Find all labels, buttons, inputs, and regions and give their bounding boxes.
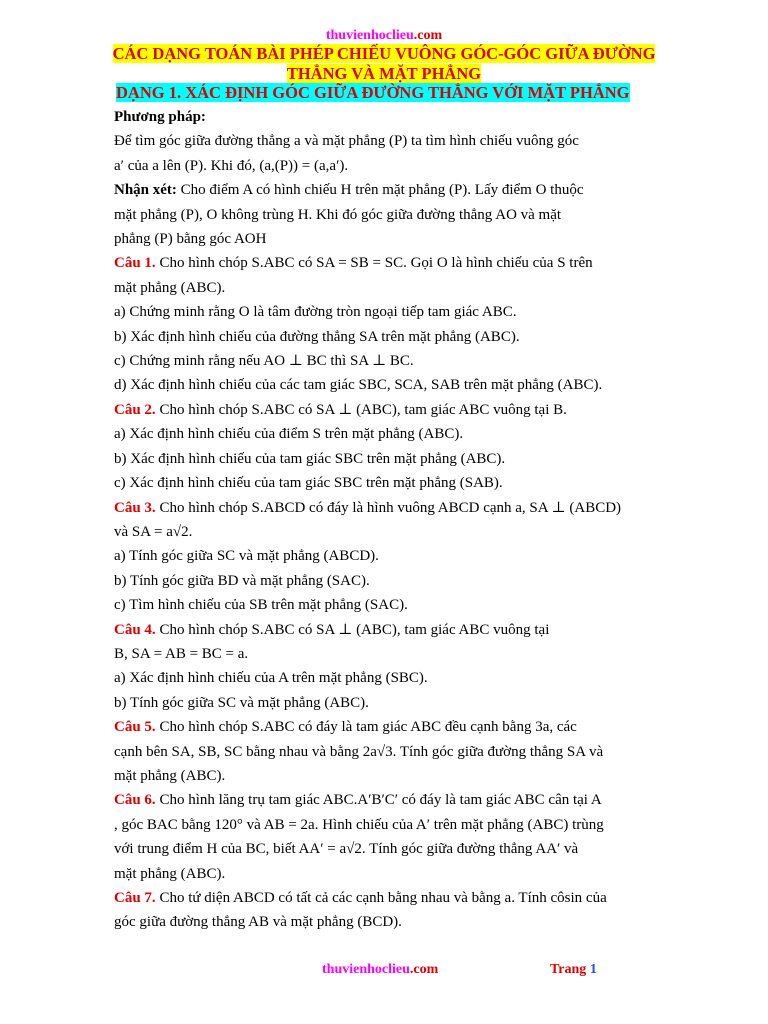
- page-number: Trang 1: [550, 962, 597, 977]
- text-line: Nhận xét: Cho điểm A có hình chiếu H trên mặt phẳng (P). Lấy điểm O thuộc: [114, 182, 584, 199]
- text-line: c) Xác định hình chiếu của tam giác SBC trên mặt phẳng (SAB).: [114, 475, 503, 492]
- text-line: a) Xác định hình chiếu của A trên mặt phẳng (SBC).: [114, 670, 428, 687]
- doc-title-line-1: CÁC DẠNG TOÁN BÀI PHÉP CHIẾU VUÔNG GÓC-GÓC GIỮA ĐƯỜNG: [112, 44, 656, 63]
- question-4: Câu 4. Cho hình chóp S.ABC có SA ⊥ (ABC), tam giác ABC vuông tại: [114, 621, 550, 638]
- text-line: a) Chứng minh rằng O là tâm đường tròn ngoại tiếp tam giác ABC.: [114, 304, 517, 321]
- footer-site-link[interactable]: thuvienhoclieu.com: [322, 962, 439, 977]
- text-line: b) Xác định hình chiếu của đường thẳng SA trên mặt phẳng (ABC).: [114, 328, 520, 345]
- text-line: Để tìm góc giữa đường thẳng a và mặt phẳng (P) ta tìm hình chiếu vuông góc: [114, 133, 579, 150]
- site-header[interactable]: [0, 28, 768, 44]
- text-line: a) Tính góc giữa SC và mặt phẳng (ABCD).: [114, 548, 379, 565]
- text-line: mặt phẳng (ABC).: [114, 279, 226, 296]
- text-line: b) Tính góc giữa BD và mặt phẳng (SAC).: [114, 572, 370, 589]
- site-domain: .com: [413, 28, 443, 43]
- site-name: thuvienhoclieu: [325, 28, 414, 43]
- question-5: Câu 5. Cho hình chóp S.ABC có đáy là tam giác ABC đều cạnh bằng 3a, các: [114, 719, 577, 736]
- text-line: a) Xác định hình chiếu của điểm S trên mặt phẳng (ABC).: [114, 426, 464, 443]
- text-line: và SA = a√2.: [114, 523, 193, 540]
- text-line: b) Xác định hình chiếu của tam giác SBC trên mặt phẳng (ABC).: [114, 450, 506, 467]
- text-line: cạnh bên SA, SB, SC bằng nhau và bằng 2a√3. Tính góc giữa đường thẳng SA và: [114, 743, 604, 760]
- question-7: Câu 7. Cho tứ diện ABCD có tất cả các cạnh bằng nhau và bằng a. Tính côsin của: [114, 890, 607, 906]
- text-line: a′ của a lên (P). Khi đó, (a,(P)) = (a,a′).: [114, 157, 349, 174]
- text-line: mặt phẳng (P), O không trùng H. Khi đó góc giữa đường thẳng AO và mặt: [114, 206, 562, 223]
- text-line: c) Chứng minh rằng nếu AO ⊥ BC thì SA ⊥ BC.: [114, 353, 414, 370]
- text-line: c) Tìm hình chiếu của SB trên mặt phẳng (SAC).: [114, 597, 408, 614]
- question-1: Câu 1. Cho hình chóp S.ABC có SA = SB = SC. Gọi O là hình chiếu của S trên: [114, 255, 593, 272]
- text-line: b) Tính góc giữa SC và mặt phẳng (ABC).: [114, 694, 369, 711]
- document-body: [114, 105, 659, 935]
- text-line: Phương pháp:: [114, 109, 206, 125]
- text-line: , góc BAC bằng 120° và AB = 2a. Hình chiếu của A′ trên mặt phẳng (ABC) trùng: [114, 816, 604, 833]
- question-2: Câu 2. Cho hình chóp S.ABC có SA ⊥ (ABC), tam giác ABC vuông tại B.: [114, 401, 567, 418]
- section-heading: DẠNG 1. XÁC ĐỊNH GÓC GIỮA ĐƯỜNG THẲNG VỚI MẶT PHẲNG: [116, 83, 630, 102]
- text-line: với trung điểm H của BC, biết AA′ = a√2. Tính góc giữa đường thẳng AA′ và: [114, 841, 579, 858]
- text-line: d) Xác định hình chiếu của các tam giác SBC, SCA, SAB trên mặt phẳng (ABC).: [114, 377, 603, 394]
- question-6: Câu 6. Cho hình lăng trụ tam giác ABC.A′B′C′ có đáy là tam giác ABC cân tại A: [114, 792, 602, 809]
- text-line: phẳng (P) bằng góc AOH: [114, 231, 267, 248]
- text-line: mặt phẳng (ABC).: [114, 767, 226, 784]
- question-3: Câu 3. Cho hình chóp S.ABCD có đáy là hình vuông ABCD cạnh a, SA ⊥ (ABCD): [114, 499, 622, 516]
- text-line: mặt phẳng (ABC).: [114, 865, 226, 882]
- text-line: B, SA = AB = BC = a.: [114, 645, 249, 662]
- doc-title-line-2: THẲNG VÀ MẶT PHẲNG: [286, 64, 482, 83]
- text-line: góc giữa đường thẳng AB và mặt phẳng (BCD).: [114, 914, 402, 931]
